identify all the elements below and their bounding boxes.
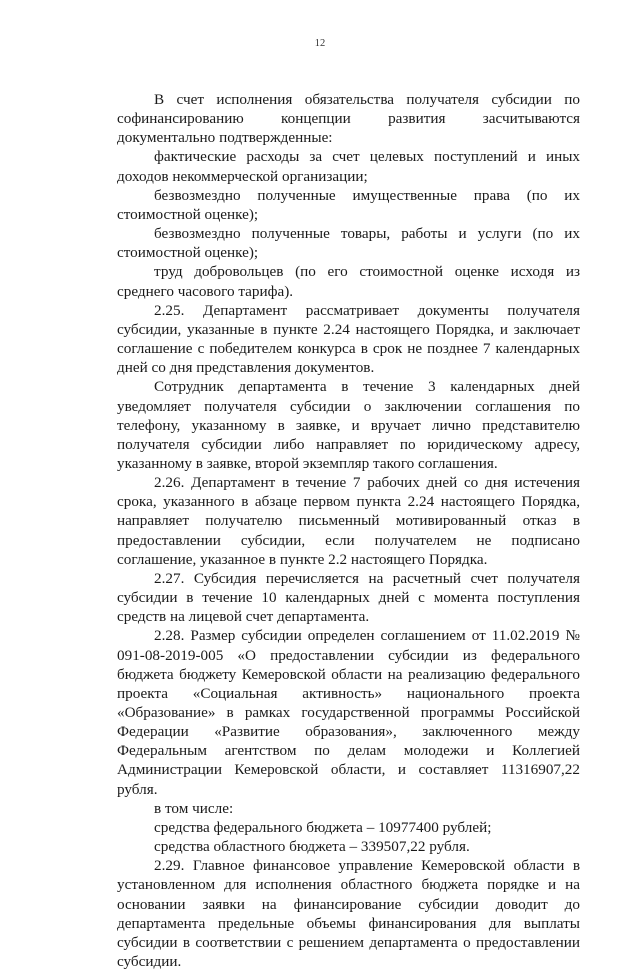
paragraph-2-26: 2.26. Департамент в течение 7 рабочих дней со дня истечения срока, указанного в абзаце первом пункта 2.24 настоящего Порядка, направляет получателю письменный мотивированный отказ в предоставлении субсидии, если получателем не подписано соглашение, указанное в пункте 2.2 настоящего Порядка. — [117, 474, 580, 568]
paragraph-volunteer-labor: труд добровольцев (по его стоимостной оценке исходя из среднего часового тарифа). — [117, 263, 580, 300]
paragraph-2-27: 2.27. Субсидия перечисляется на расчетный счет получателя субсидии в течение 10 календарных дней с момента поступления средств на лицевой счет департамента. — [117, 569, 580, 626]
paragraph-2-25: 2.25. Департамент рассматривает документы получателя субсидии, указанные в пункте 2.24 настоящего Порядка, и заключает соглашение с победителем конкурса в срок не позднее 7 календарных дней со дня представления документов. — [117, 301, 580, 377]
paragraph-including: в том числе: — [154, 799, 234, 817]
paragraph-2-28: 2.28. Размер субсидии определен соглашением от 11.02.2019 № 091-08-2019-005 «О предоставлении субсидии из федерального бюджета бюджету Кемеровской области на реализацию федерального проекта «Социальная активность» национального проекта «Образование» в рамках государственной программы Российской Федерации «Развитие образования», заключенного между Федеральным агентством по делам молодежи и Коллегией Администрации Кемеровской области, и составляет 11316907,22 рубля. — [117, 627, 580, 798]
paragraph-notification: Сотрудник департамента в течение 3 календарных дней уведомляет получателя субсидии о заключении соглашения по телефону, указанному в заявке, и вручает лично представителю получателя субсидии либо направляет по юридическому адресу, указанному в заявке, второй экземпляр такого соглашения. — [117, 378, 580, 472]
paragraph-federal-funds: средства федерального бюджета – 10977400 рублей; — [154, 818, 492, 836]
page-number: 12 — [314, 38, 326, 49]
paragraph-goods-services: безвозмездно полученные товары, работы и услуги (по их стоимостной оценке); — [117, 225, 580, 262]
document-body — [117, 90, 580, 971]
paragraph-actual-expenses: фактические расходы за счет целевых поступлений и иных доходов некоммерческой организации; — [117, 148, 580, 185]
paragraph-2-29: 2.29. Главное финансовое управление Кемеровской области в установленном для исполнения областного бюджета порядке и на основании заявки на финансирование субсидии доводит до департамента предельные объемы финансирования для выплаты субсидии в соответствии с решением департамента о предоставлении субсидии. — [117, 857, 580, 971]
paragraph-cofinancing-intro: В счет исполнения обязательства получателя субсидии по софинансированию концепции развития засчитываются документально подтвержденные: — [117, 91, 580, 147]
paragraph-property-rights: безвозмездно полученные имущественные права (по их стоимостной оценке); — [117, 186, 580, 223]
paragraph-regional-funds: средства областного бюджета – 339507,22 рубля. — [154, 838, 470, 856]
